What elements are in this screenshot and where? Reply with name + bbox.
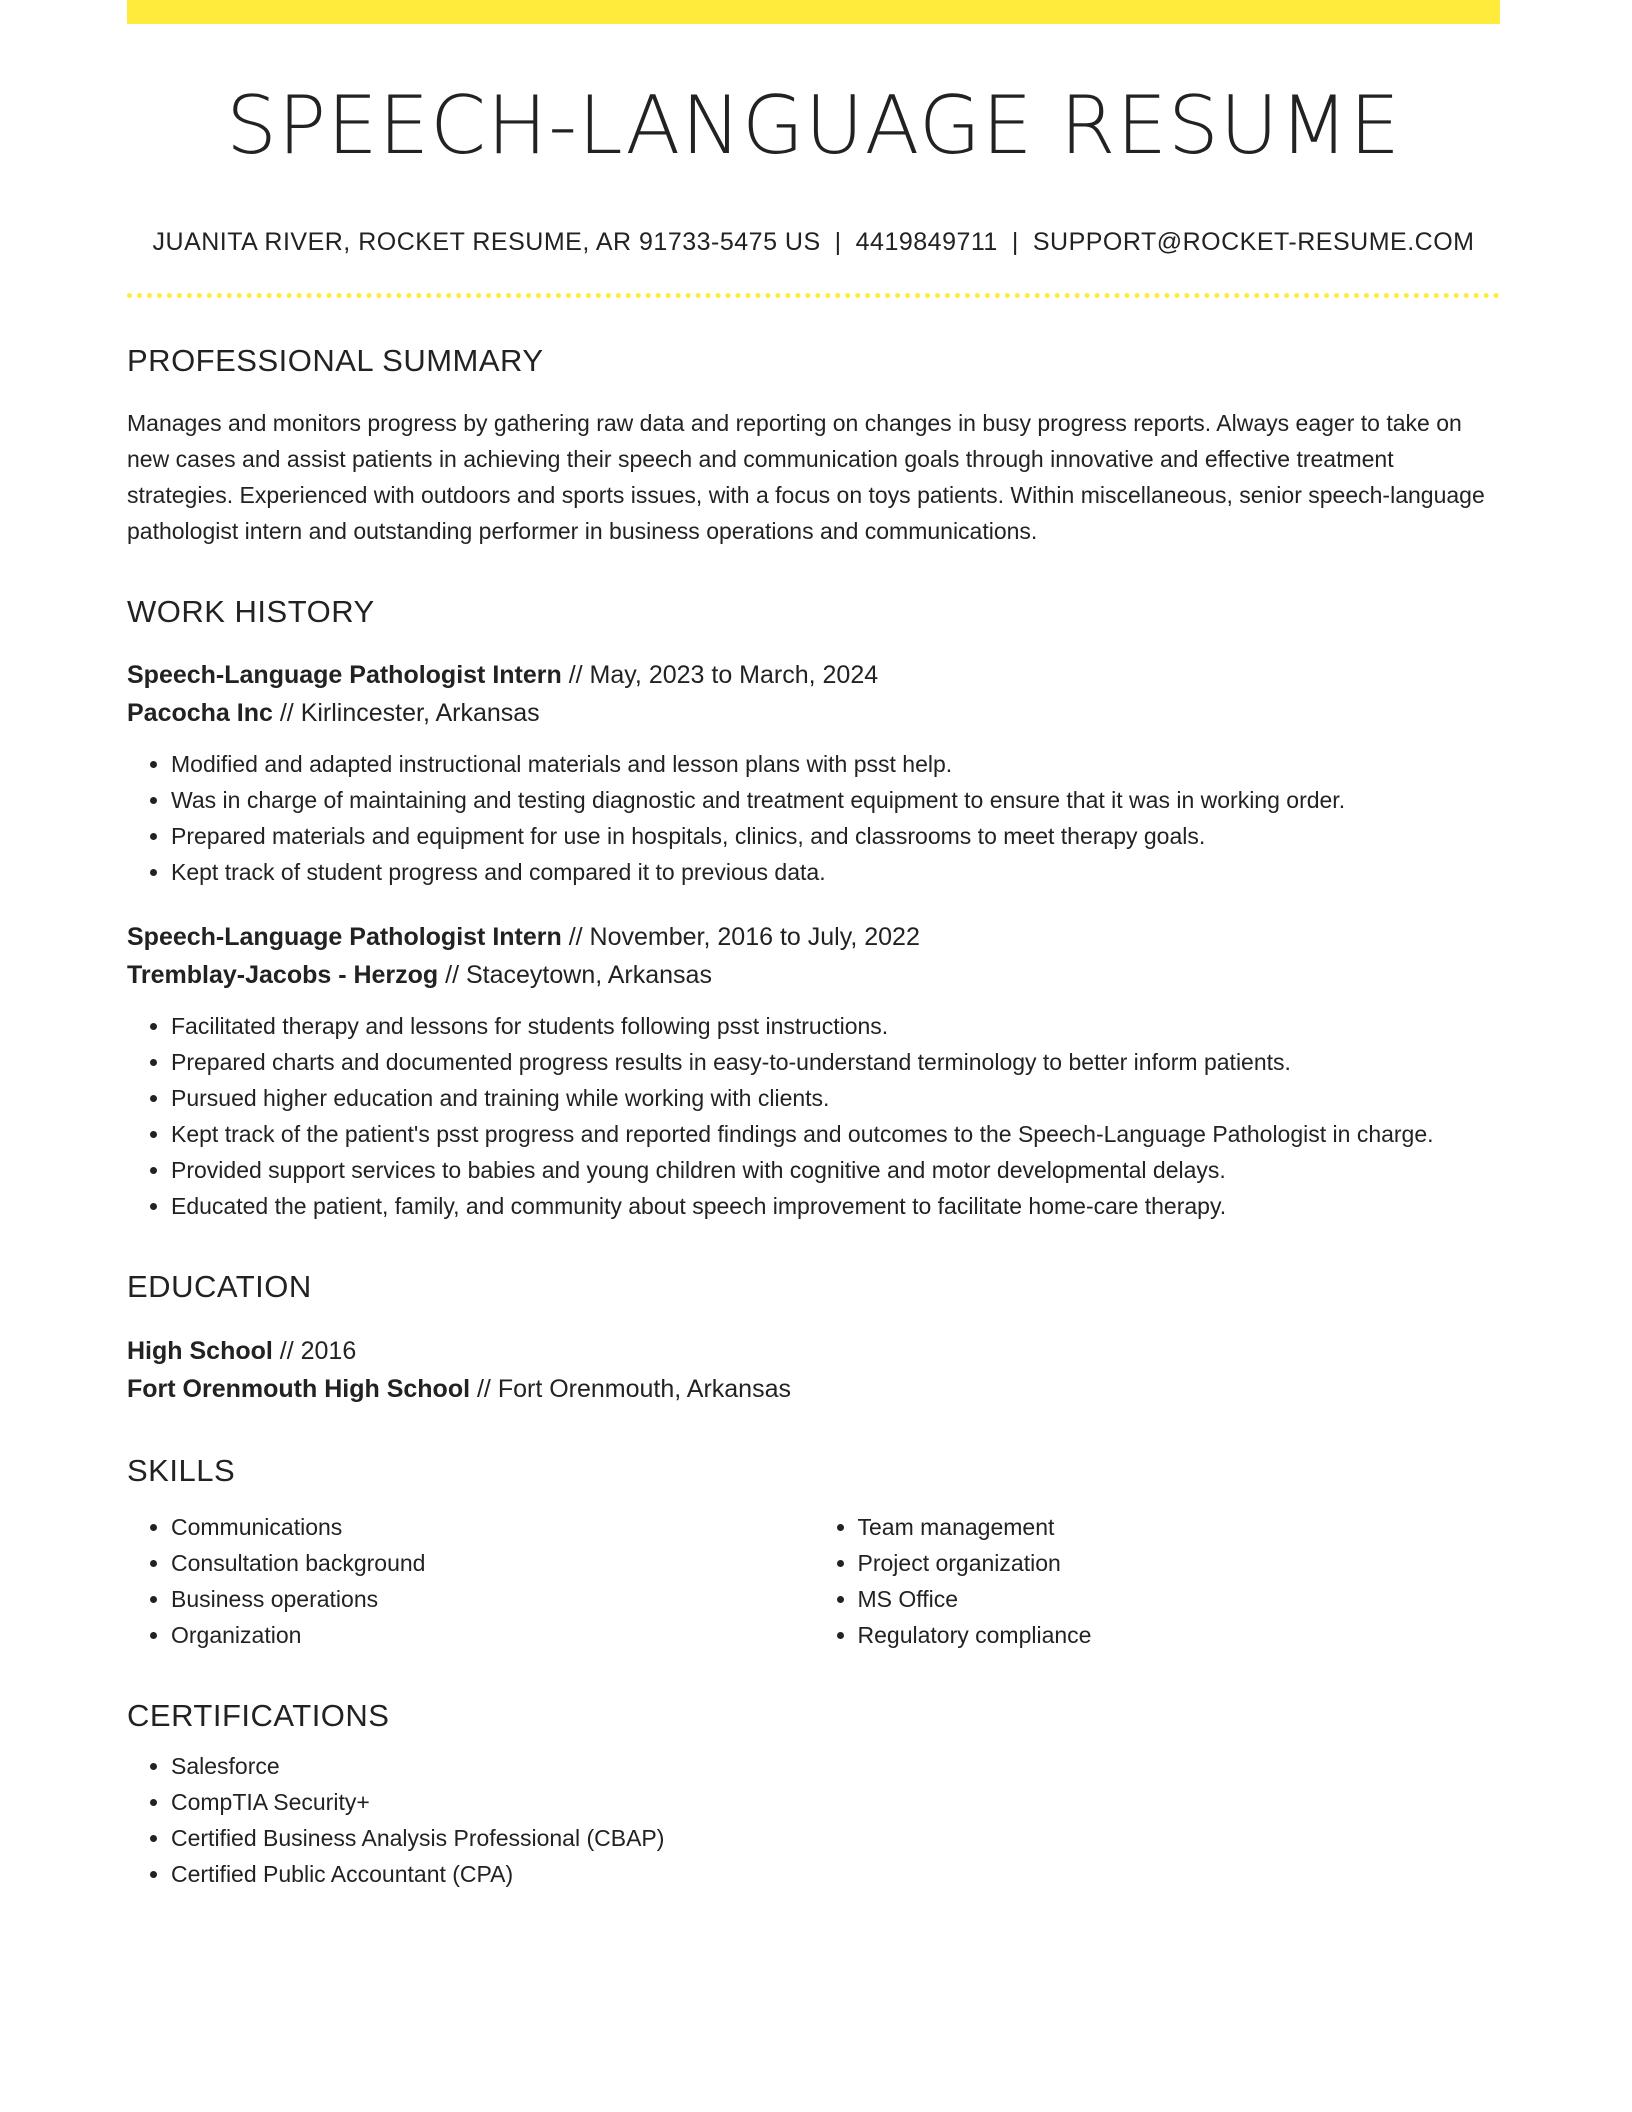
work-history-heading: WORK HISTORY xyxy=(127,594,375,630)
list-item: • Provided support services to babies and young children with cognitive and motor developmental delays. xyxy=(171,1152,1500,1188)
education-location: // Fort Orenmouth, Arkansas xyxy=(470,1374,791,1403)
job-entry xyxy=(127,656,1500,890)
list-item: • Salesforce xyxy=(171,1748,1500,1784)
list-item: • Business operations xyxy=(171,1581,814,1617)
summary-text: Manages and monitors progress by gathering raw data and reporting on changes in busy progress reports. Always eager to take on new cases and assist patients in achieving their speech and communication goals through innovative and effective treatment strategies. Experienced with outdoors and sports issues, with a focus on toys patients. Within miscellaneous, senior speech-language pathologist intern and outstanding performer in business operations and communications. xyxy=(127,410,1485,545)
skills-grid xyxy=(127,1509,1500,1653)
list-item: • Team management xyxy=(858,1509,1501,1545)
job-dates: // May, 2023 to March, 2024 xyxy=(561,661,879,690)
certifications-heading: CERTIFICATIONS xyxy=(127,1697,390,1733)
education-degree: High School xyxy=(127,1336,273,1365)
job-company: Pacocha Inc xyxy=(127,699,273,728)
contact-separator: | xyxy=(834,228,842,256)
list-item: • Modified and adapted instructional materials and lesson plans with psst help. xyxy=(171,746,1500,782)
contact-separator: | xyxy=(1011,228,1019,256)
skills-heading: SKILLS xyxy=(127,1452,236,1488)
job-title-line xyxy=(127,656,1500,694)
list-item: • Prepared charts and documented progress results in easy-to-understand terminology to better inform patients. xyxy=(171,1044,1500,1080)
list-item: • Project organization xyxy=(858,1545,1501,1581)
list-item: • Kept track of the patient's psst progress and reported findings and outcomes to the Speech-Language Pathologist in charge. xyxy=(171,1116,1500,1152)
job-company: Tremblay-Jacobs - Herzog xyxy=(127,961,439,990)
list-item: • Pursued higher education and training while working with clients. xyxy=(171,1080,1500,1116)
education-school-line xyxy=(127,1370,1500,1408)
education-school: Fort Orenmouth High School xyxy=(127,1374,471,1403)
job-entry xyxy=(127,918,1500,1224)
job-company-line xyxy=(127,694,1500,732)
contact-address: JUANITA RIVER, ROCKET RESUME, AR 91733-5475 US xyxy=(152,228,821,256)
skills-list-left xyxy=(127,1509,814,1653)
job-location: // Staceytown, Arkansas xyxy=(438,961,712,990)
resume-page xyxy=(127,0,1500,1892)
contact-email: SUPPORT@ROCKET-RESUME.COM xyxy=(1032,228,1475,256)
list-item: • Communications xyxy=(171,1509,814,1545)
list-item: • Certified Business Analysis Professional (CBAP) xyxy=(171,1820,1500,1856)
list-item: • CompTIA Security+ xyxy=(171,1784,1500,1820)
contact-line xyxy=(127,228,1500,257)
list-item: • Kept track of student progress and compared it to previous data. xyxy=(171,854,1500,890)
education-year: // 2016 xyxy=(272,1336,357,1365)
resume-title: SPEECH-LANGUAGE RESUME xyxy=(226,79,1401,172)
job-title: Speech-Language Pathologist Intern xyxy=(127,661,562,690)
job-duties-list xyxy=(127,746,1500,890)
job-company-line xyxy=(127,956,1500,994)
list-item: • Educated the patient, family, and community about speech improvement to facilitate home-care therapy. xyxy=(171,1188,1500,1224)
education-degree-line xyxy=(127,1332,1500,1370)
list-item: • Facilitated therapy and lessons for students following psst instructions. xyxy=(171,1008,1500,1044)
job-location: // Kirlincester, Arkansas xyxy=(272,699,540,728)
accent-top-bar xyxy=(127,0,1500,24)
education-heading: EDUCATION xyxy=(127,1269,312,1305)
job-duties-list xyxy=(127,1008,1500,1224)
list-item: • MS Office xyxy=(858,1581,1501,1617)
list-item: • Certified Public Accountant (CPA) xyxy=(171,1856,1500,1892)
list-item: • Organization xyxy=(171,1617,814,1653)
list-item: • Consultation background xyxy=(171,1545,814,1581)
job-title-line xyxy=(127,918,1500,956)
job-title: Speech-Language Pathologist Intern xyxy=(127,923,562,952)
dotted-divider xyxy=(127,293,1500,298)
contact-phone: 4419849711 xyxy=(855,228,998,256)
list-item: • Was in charge of maintaining and testing diagnostic and treatment equipment to ensure that it was in working order. xyxy=(171,782,1500,818)
list-item: • Prepared materials and equipment for use in hospitals, clinics, and classrooms to meet therapy goals. xyxy=(171,818,1500,854)
certifications-list xyxy=(127,1748,1500,1892)
list-item: • Regulatory compliance xyxy=(858,1617,1501,1653)
job-dates: // November, 2016 to July, 2022 xyxy=(561,923,920,952)
skills-list-right xyxy=(814,1509,1501,1653)
summary-heading: PROFESSIONAL SUMMARY xyxy=(127,343,544,378)
